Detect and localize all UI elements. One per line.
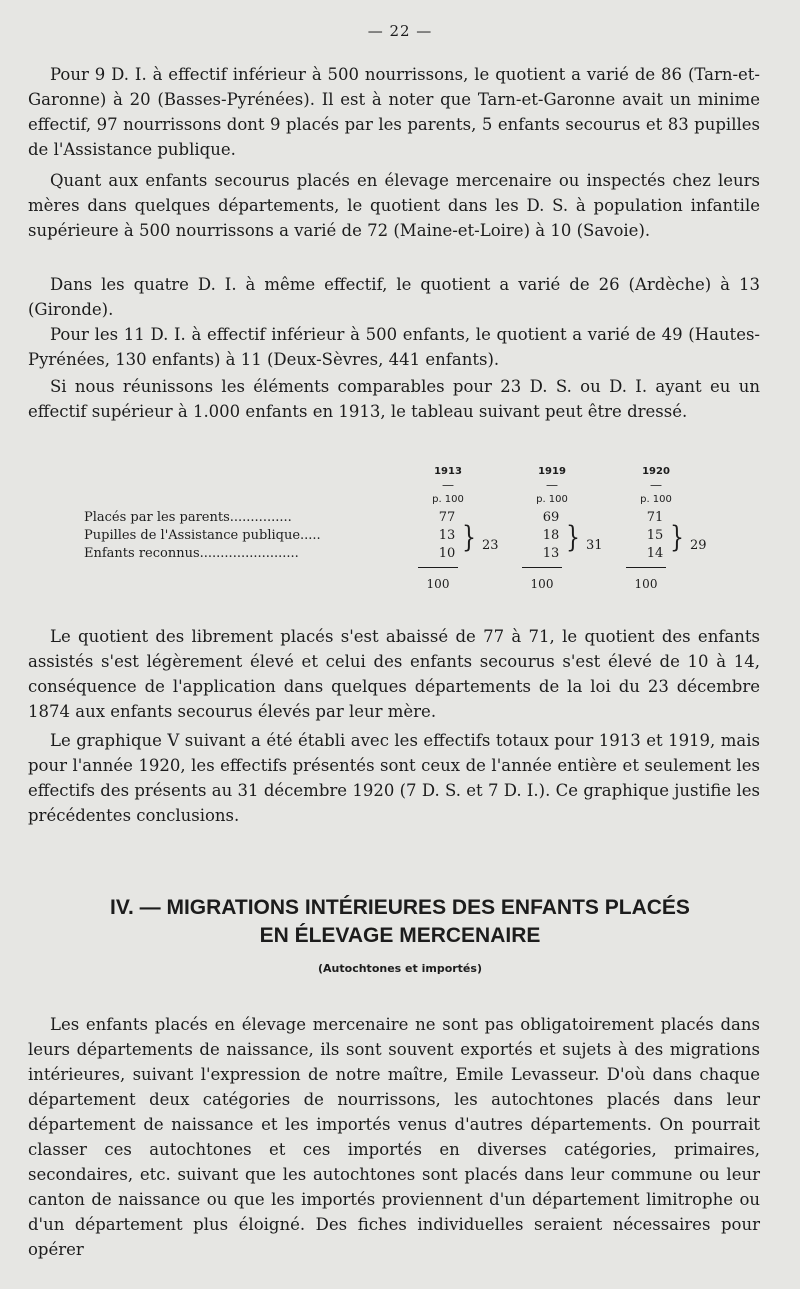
table-cell: 71 <box>646 510 664 525</box>
table-cell: 10 <box>438 546 456 561</box>
table-row-label: Pupilles de l'Assistance publique..... <box>84 528 321 543</box>
paragraph-8: Les enfants placés en élevage mercenaire ne sont pas obligatoirement placés dans leurs départements de naissance, ils sont souvent exportés et sujets à des migrations intérieures, suivant l'expression de notre maître, Emile Levasseur. D'où dans chaque département deux catégories de nourrissons, les autochtones placés dans leur département de naissance et les importés venus d'autres départements. On pourrait classer ces autochtones et ces importés en diverses catégories, primaires, secondaires, etc. suivant que les autochtones sont placés dans leur commune ou leur canton de naissance ou que les importés proviennent d'un département limitrophe ou d'un département plus éloigné. Des fiches individuelles seraient nécessaires pour opérer <box>28 1015 760 1259</box>
paragraph-1: Pour 9 D. I. à effectif inférieur à 500 nourrissons, le quotient a varié de 86 (Tarn-et-Garonne) à 20 (Basses-Pyrénées). Il est à noter que Tarn-et-Garonne avait un minime effectif, 97 nourrissons dont 9 placés par les parents, 5 enfants secourus et 83 pupilles de l'Assistance publique. <box>28 65 760 159</box>
brace-icon: } <box>670 522 684 555</box>
table-group-sum: 29 <box>690 538 707 553</box>
table-year-1913: 1913 <box>434 466 462 477</box>
statistics-table <box>84 462 724 602</box>
paragraph-3: Dans les quatre D. I. à même effectif, le quotient a varié de 26 (Ardèche) à 13 (Gironde). <box>28 275 760 319</box>
table-group-sum: 23 <box>482 538 499 553</box>
table-dash: — <box>546 478 558 492</box>
page-number: — 22 — <box>367 22 433 40</box>
table-cell: 14 <box>646 546 664 561</box>
paragraph-6: Le quotient des librement placés s'est abaissé de 77 à 71, le quotient des enfants assistés s'est légèrement élevé et celui des enfants secourus s'est élevé de 10 à 14, conséquence de l'application dans quelques départements de la loi du 23 décembre 1874 aux enfants secourus élevés par leur mère. <box>28 627 760 721</box>
table-group-sum: 31 <box>586 538 603 553</box>
table-row-label: Placés par les parents............... <box>84 510 292 525</box>
table-cell: 69 <box>542 510 560 525</box>
table-cell: 15 <box>646 528 664 543</box>
section-heading-line1: IV. — MIGRATIONS INTÉRIEURES DES ENFANTS PLACÉS <box>110 896 690 919</box>
table-year-1920: 1920 <box>642 466 670 477</box>
paragraph-5: Si nous réunissons les éléments comparables pour 23 D. S. ou D. I. ayant eu un effectif supérieur à 1.000 enfants en 1913, le tableau suivant peut être dressé. <box>28 377 760 421</box>
table-total: 100 <box>426 577 450 591</box>
section-subheading: (Autochtones et importés) <box>318 962 482 975</box>
paragraph-7: Le graphique V suivant a été établi avec les effectifs totaux pour 1913 et 1919, mais pour l'année 1920, les effectifs présentés sont ceux de l'année entière et seulement les effectifs des présents au 31 décembre 1920 (7 D. S. et 7 D. I.). Ce graphique justifie les précédentes conclusions. <box>28 731 760 825</box>
paragraph-2: Quant aux enfants secourus placés en élevage mercenaire ou inspectés chez leurs mères dans quelques départements, le quotient dans les D. S. à population infantile supérieure à 500 nourrissons a varié de 72 (Maine-et-Loire) à 10 (Savoie). <box>28 171 760 240</box>
table-rule <box>418 567 458 568</box>
paragraph-4: Pour les 11 D. I. à effectif inférieur à 500 enfants, le quotient a varié de 49 (Hautes-Pyrénées, 130 enfants) à 11 (Deux-Sèvres, 441 enfants). <box>28 325 760 369</box>
table-cell: 13 <box>438 528 456 543</box>
table-dash: — <box>442 478 454 492</box>
table-year-1919: 1919 <box>538 466 566 477</box>
table-cell: 18 <box>542 528 560 543</box>
table-unit: p. 100 <box>640 494 672 505</box>
table-cell: 77 <box>438 510 456 525</box>
table-total: 100 <box>530 577 554 591</box>
brace-icon: } <box>462 522 476 555</box>
section-heading-line2: EN ÉLEVAGE MERCENAIRE <box>259 924 541 947</box>
table-rule <box>522 567 562 568</box>
table-cell: 13 <box>542 546 560 561</box>
table-row-label: Enfants reconnus........................ <box>84 546 299 561</box>
table-unit: p. 100 <box>536 494 568 505</box>
table-total: 100 <box>634 577 658 591</box>
section-heading <box>0 894 800 950</box>
brace-icon: } <box>566 522 580 555</box>
table-unit: p. 100 <box>432 494 464 505</box>
table-dash: — <box>650 478 662 492</box>
table-rule <box>626 567 666 568</box>
